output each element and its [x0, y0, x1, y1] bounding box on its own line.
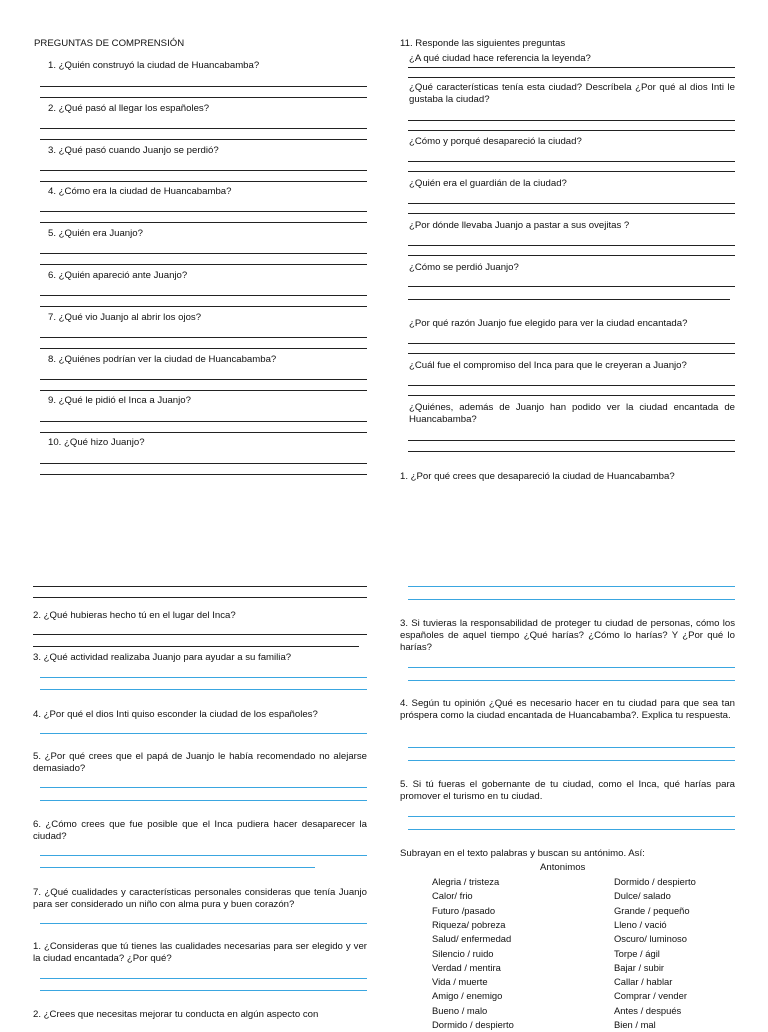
answer-line[interactable] — [408, 816, 735, 817]
question-text: 10. ¿Qué hizo Juanjo? — [48, 437, 145, 448]
question-text: 4. ¿Cómo era la ciudad de Huancabamba? — [48, 186, 232, 197]
answer-line[interactable] — [40, 474, 367, 475]
answer-line[interactable] — [408, 747, 735, 748]
question-text: ¿Cómo y porqué desapareció la ciudad? — [409, 136, 582, 147]
answer-line[interactable] — [40, 390, 367, 391]
answer-line[interactable] — [40, 181, 367, 182]
answer-line[interactable] — [40, 379, 367, 380]
question-text: 5. ¿Quién era Juanjo? — [48, 228, 143, 239]
answer-line[interactable] — [40, 463, 367, 464]
answer-line[interactable] — [40, 97, 367, 98]
antonym-pair: Antes / después — [614, 1004, 682, 1016]
question-text: 3. ¿Qué pasó cuando Juanjo se perdió? — [48, 145, 219, 156]
answer-line[interactable] — [33, 597, 367, 598]
question-text: 2. ¿Crees que necesitas mejorar tu conducta en algún aspecto con — [33, 1009, 319, 1020]
answer-line[interactable] — [408, 245, 735, 246]
answer-line[interactable] — [408, 395, 735, 396]
answer-line[interactable] — [408, 255, 735, 256]
answer-line[interactable] — [408, 130, 735, 131]
answer-line[interactable] — [408, 760, 735, 761]
question-text: 6. ¿Quién apareció ante Juanjo? — [48, 270, 188, 281]
antonym-pair: Silencio / ruido — [432, 947, 494, 959]
answer-line[interactable] — [408, 120, 735, 121]
answer-line[interactable] — [408, 440, 735, 441]
answer-line[interactable] — [408, 67, 735, 68]
answer-line[interactable] — [408, 343, 735, 344]
antonym-pair: Futuro /pasado — [432, 904, 496, 916]
answer-line[interactable] — [408, 667, 735, 668]
answer-line[interactable] — [408, 171, 735, 172]
question-text: 6. ¿Cómo crees que fue posible que el Inca pudiera hacer desaparecer la ciudad? — [33, 819, 367, 842]
antonym-pair: Grande / pequeño — [614, 904, 690, 916]
question-text: 4. ¿Por qué el dios Inti quiso esconder la ciudad de los españoles? — [33, 709, 318, 720]
antonym-pair: Riqueza/ pobreza — [432, 918, 506, 930]
question-text: 2. ¿Qué pasó al llegar los españoles? — [48, 103, 210, 114]
answer-line[interactable] — [40, 867, 315, 868]
question-text: 7. ¿Qué cualidades y características personales consideras que tenía Juanjo para ser considerado un niño con alma pura y buen corazón? — [33, 887, 367, 910]
answer-line[interactable] — [40, 86, 367, 87]
question-text: ¿Por qué razón Juanjo fue elegido para ver la ciudad encantada? — [409, 318, 688, 329]
answer-line[interactable] — [40, 923, 367, 924]
question-text: 3. Si tuvieras la responsabilidad de proteger tu ciudad de personas, cómo los españoles de aquel tiempo ¿Qué harías? ¿Cómo lo harías? Y ¿Por qué lo harías? — [400, 618, 735, 653]
antonym-pair: Verdad / mentira — [432, 961, 501, 973]
antonym-pair: Comprar / vender — [614, 990, 687, 1002]
answer-line[interactable] — [40, 677, 367, 678]
answer-line[interactable] — [33, 634, 367, 635]
answer-line[interactable] — [40, 170, 367, 171]
antonym-pair: Bajar / subir — [614, 961, 665, 973]
question-text: ¿Qué características tenía esta ciudad? Descríbela ¿Por qué al dios Inti le gustaba la ciudad? — [409, 82, 735, 105]
antonym-pair: Amigo / enemigo — [432, 990, 503, 1002]
question-text: 9. ¿Qué le pidió el Inca a Juanjo? — [48, 395, 191, 406]
question-text: ¿A qué ciudad hace referencia la leyenda? — [409, 53, 591, 64]
answer-line[interactable] — [40, 306, 367, 307]
antonyms-title: Antonimos — [540, 862, 586, 873]
answer-line[interactable] — [40, 421, 367, 422]
answer-line[interactable] — [40, 295, 367, 296]
question-text: ¿Cómo se perdió Juanjo? — [409, 262, 519, 273]
antonym-pair: Bueno / malo — [432, 1004, 488, 1016]
question-text: 5. ¿Por qué crees que el papá de Juanjo le había recomendado no alejarse demasiado? — [33, 751, 367, 774]
answer-line[interactable] — [408, 385, 735, 386]
antonym-pair: Torpe / ágil — [614, 947, 660, 959]
answer-line[interactable] — [40, 855, 367, 856]
answer-line[interactable] — [33, 646, 359, 647]
antonym-pair: Dormido / despierto — [432, 1018, 514, 1030]
answer-line[interactable] — [408, 286, 735, 287]
antonym-pair: Alegria / tristeza — [432, 876, 500, 887]
answer-line[interactable] — [408, 353, 735, 354]
answer-line[interactable] — [40, 787, 367, 788]
right-heading: 11. Responde las siguientes preguntas — [400, 38, 566, 49]
answer-line[interactable] — [33, 586, 367, 587]
answer-line[interactable] — [40, 689, 367, 690]
answer-line[interactable] — [408, 586, 735, 587]
left-heading: PREGUNTAS DE COMPRENSIÓN — [34, 38, 185, 49]
answer-line[interactable] — [40, 264, 367, 265]
antonym-pair: Dulce/ salado — [614, 890, 671, 902]
question-text: 1. ¿Quién construyó la ciudad de Huancabamba? — [48, 60, 260, 71]
answer-line[interactable] — [40, 253, 367, 254]
antonym-pair: Bien / mal — [614, 1018, 656, 1030]
answer-line[interactable] — [40, 139, 367, 140]
answer-line[interactable] — [408, 599, 735, 600]
answer-line[interactable] — [408, 77, 735, 78]
antonym-pair: Callar / hablar — [614, 976, 673, 988]
answer-line[interactable] — [40, 432, 367, 433]
answer-line[interactable] — [408, 299, 730, 300]
answer-line[interactable] — [40, 348, 367, 349]
antonym-pair: Vida / muerte — [432, 976, 488, 988]
question-text: 1. ¿Por qué crees que desapareció la ciudad de Huancabamba? — [400, 471, 675, 482]
answer-line[interactable] — [40, 222, 367, 223]
question-text: ¿Por dónde llevaba Juanjo a pastar a sus ovejitas ? — [409, 220, 630, 231]
answer-line[interactable] — [40, 990, 367, 991]
answer-line[interactable] — [408, 680, 735, 681]
antonym-pair: Calor/ frio — [432, 890, 473, 902]
answer-line[interactable] — [408, 829, 735, 830]
question-text: ¿Quiénes, además de Juanjo han podido ver la ciudad encantada de Huancabamba? — [409, 402, 735, 425]
antonym-pair: Dormido / despierto — [614, 876, 696, 887]
antonym-instruction: Subrayan en el texto palabras y buscan su antónimo. Así: — [400, 848, 645, 859]
answer-line[interactable] — [408, 451, 735, 452]
antonym-pair: Salud/ enfermedad — [432, 933, 512, 945]
answer-line[interactable] — [408, 213, 735, 214]
antonym-pair: Lleno / vació — [614, 918, 667, 930]
question-text: 3. ¿Qué actividad realizaba Juanjo para ayudar a su familia? — [33, 652, 292, 663]
answer-line[interactable] — [408, 203, 735, 204]
question-text: 2. ¿Qué hubieras hecho tú en el lugar del Inca? — [33, 610, 236, 621]
question-text: ¿Quién era el guardián de la ciudad? — [409, 178, 567, 189]
answer-line[interactable] — [40, 978, 367, 979]
question-text: 1. ¿Consideras que tú tienes las cualidades necesarias para ser elegido y ver la ciudad encantada? ¿Por qué? — [33, 941, 367, 964]
question-text: 4. Según tu opinión ¿Qué es necesario hacer en tu ciudad para que sea tan próspera como la ciudad encantada de Huancabamba?. Explica tu respuesta. — [400, 698, 735, 721]
question-text: 8. ¿Quiénes podrían ver la ciudad de Huancabamba? — [48, 354, 277, 365]
answer-line[interactable] — [408, 161, 735, 162]
answer-line[interactable] — [40, 128, 367, 129]
question-text: ¿Cuál fue el compromiso del Inca para que le creyeran a Juanjo? — [409, 360, 687, 371]
question-text: 5. Si tú fueras el gobernante de tu ciudad, como el Inca, qué harías para promover el turismo en tu ciudad. — [400, 779, 735, 802]
answer-line[interactable] — [40, 337, 367, 338]
answer-line[interactable] — [40, 800, 367, 801]
question-text: 7. ¿Qué vio Juanjo al abrir los ojos? — [48, 312, 202, 323]
answer-line[interactable] — [40, 733, 367, 734]
antonym-pair: Oscuro/ luminoso — [614, 933, 687, 945]
answer-line[interactable] — [40, 211, 367, 212]
